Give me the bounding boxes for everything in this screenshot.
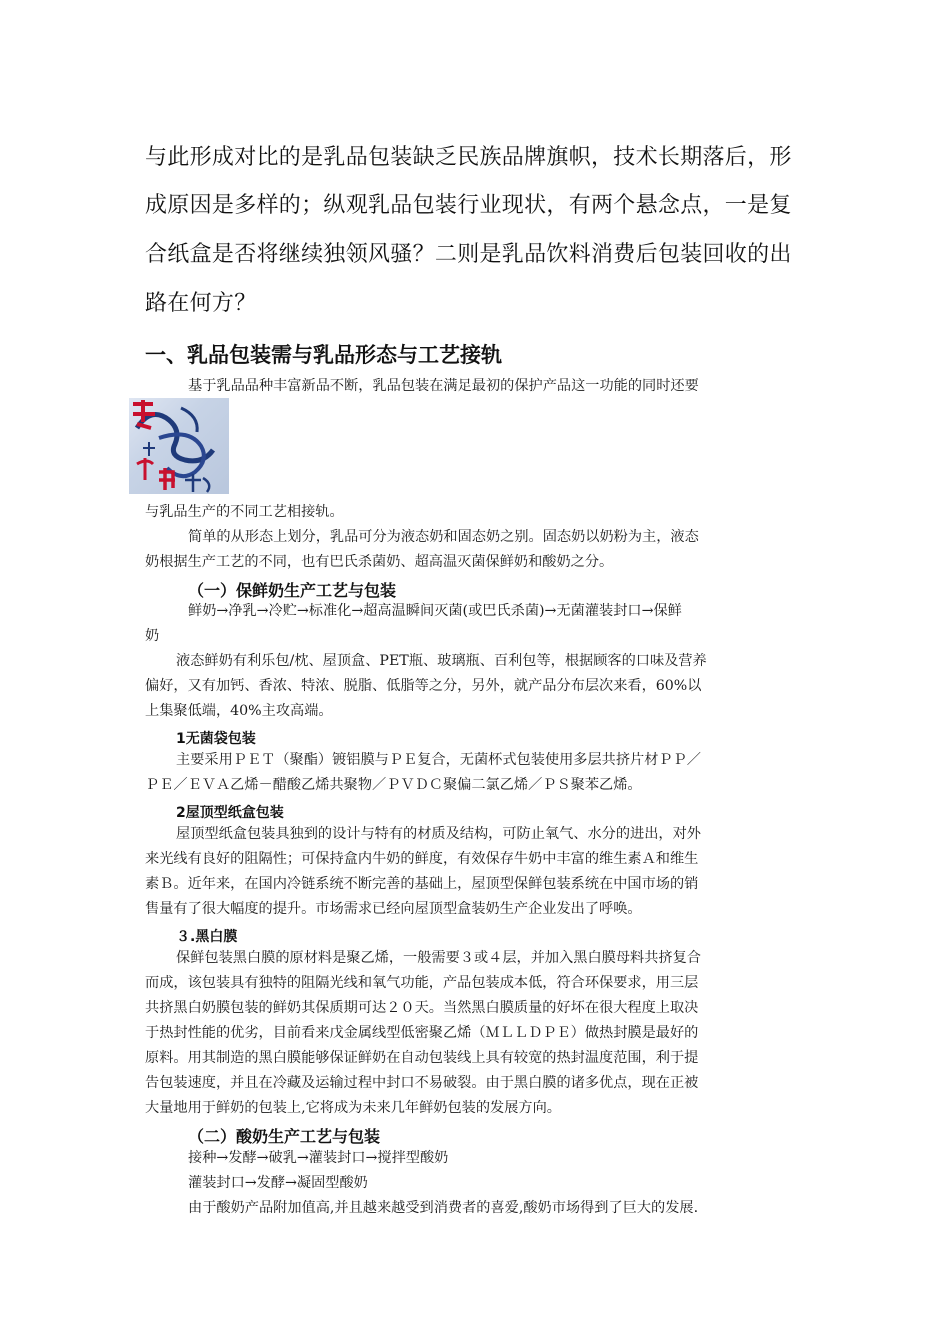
body-line: 保鲜包装黑白膜的原材料是聚乙烯，一般需要３或４层，并加入黑白膜母料共挤复合 [176,950,701,966]
body-line: 简单的从形态上划分，乳品可分为液态奶和固态奶之别。固态奶以奶粉为主，液态 [188,529,699,545]
flow-line: 奶 [145,628,160,644]
item-title: 2屋顶型纸盒包装 [176,805,284,821]
body-line: 来光线有良好的阻隔性；可保持盒内牛奶的鲜度，有效保存牛奶中丰富的维生素Ａ和维生 [145,851,699,867]
body-line: 素Ｂ。近年来，在国内冷链系统不断完善的基础上，屋顶型保鲜包装系统在中国市场的销 [145,876,699,892]
flow-line: 鲜奶→净乳→冷贮→标准化→超高温瞬间灭菌(或巴氏杀菌)→无菌灌装封口→保鲜 [188,603,682,619]
body-line: 由于酸奶产品附加值高,并且越来越受到消费者的喜爱,酸奶市场得到了巨大的发展. [188,1200,699,1216]
body-line: 于热封性能的优劣，目前看来戊金属线型低密聚乙烯（ＭＬＬＤＰＥ）做热封膜是最好的 [145,1025,699,1041]
flow-line: 灌装封口→发酵→凝固型酸奶 [188,1175,368,1191]
intro-line: 成原因是多样的；纵观乳品包装行业现状，有两个悬念点，一是复 [145,193,792,218]
body-line: 基于乳品品种丰富新品不断，乳品包装在满足最初的保护产品这一功能的同时还要 [188,378,699,394]
intro-line: 与此形成对比的是乳品包装缺乏民族品牌旗帜，技术长期落后，形 [145,145,792,170]
body-line: 上集聚低端，40%主攻高端。 [145,703,333,719]
body-line: 偏好，又有加钙、香浓、特浓、脱脂、低脂等之分，另外，就产品分布层次来看，60%以 [145,678,702,694]
subsection-title: （一）保鲜奶生产工艺与包装 [188,581,397,600]
intro-line: 合纸盒是否将继续独领风骚？二则是乳品饮料消费后包装回收的出 [145,242,792,267]
intro-line: 路在何方？ [145,291,257,316]
calligraphy-logo-icon [129,398,229,494]
body-line: 原料。用其制造的黑白膜能够保证鲜奶在自动包装线上具有较宽的热封温度范围，利于提 [145,1050,699,1066]
item-title: ３.黑白膜 [176,929,238,945]
body-line: 主要采用ＰＥＴ（聚酯）镀铝膜与ＰＥ复合，无菌杯式包装使用多层共挤片材ＰＰ／ [176,752,701,768]
body-line: 售量有了很大幅度的提升。市场需求已经向屋顶型盒装奶生产企业发出了呼唤。 [145,901,642,917]
body-line: 而成，该包装具有独特的阻隔光线和氧气功能，产品包装成本低，符合环保要求，用三层 [145,975,699,991]
body-line: 告包装速度，并且在冷藏及运输过程中封口不易破裂。由于黑白膜的诸多优点，现在正被 [145,1075,699,1091]
section-title: 一、乳品包装需与乳品形态与工艺接轨 [145,343,502,367]
body-line: 屋顶型纸盒包装具独到的设计与特有的材质及结构，可防止氧气、水分的进出，对外 [176,826,701,842]
item-title: 1无菌袋包装 [176,731,256,747]
body-line: ＰＥ／ＥＶＡ乙烯－醋酸乙烯共聚物／ＰＶＤＣ聚偏二氯乙烯／ＰＳ聚苯乙烯。 [145,777,642,793]
flow-line: 接种→发酵→破乳→灌装封口→搅拌型酸奶 [188,1150,449,1166]
subsection-title: （二）酸奶生产工艺与包装 [188,1127,381,1146]
body-line: 奶根据生产工艺的不同，也有巴氏杀菌奶、超高温灭菌保鲜奶和酸奶之分。 [145,554,614,570]
body-line: 液态鲜奶有利乐包/枕、屋顶盒、PET瓶、玻璃瓶、百利包等，根据顾客的口味及营养 [176,653,707,669]
body-line: 大量地用于鲜奶的包装上,它将成为未来几年鲜奶包装的发展方向。 [145,1100,561,1116]
body-line: 共挤黑白奶膜包装的鲜奶其保质期可达２０天。当然黑白膜质量的好坏在很大程度上取决 [145,1000,699,1016]
body-line: 与乳品生产的不同工艺相接轨。 [145,504,344,520]
